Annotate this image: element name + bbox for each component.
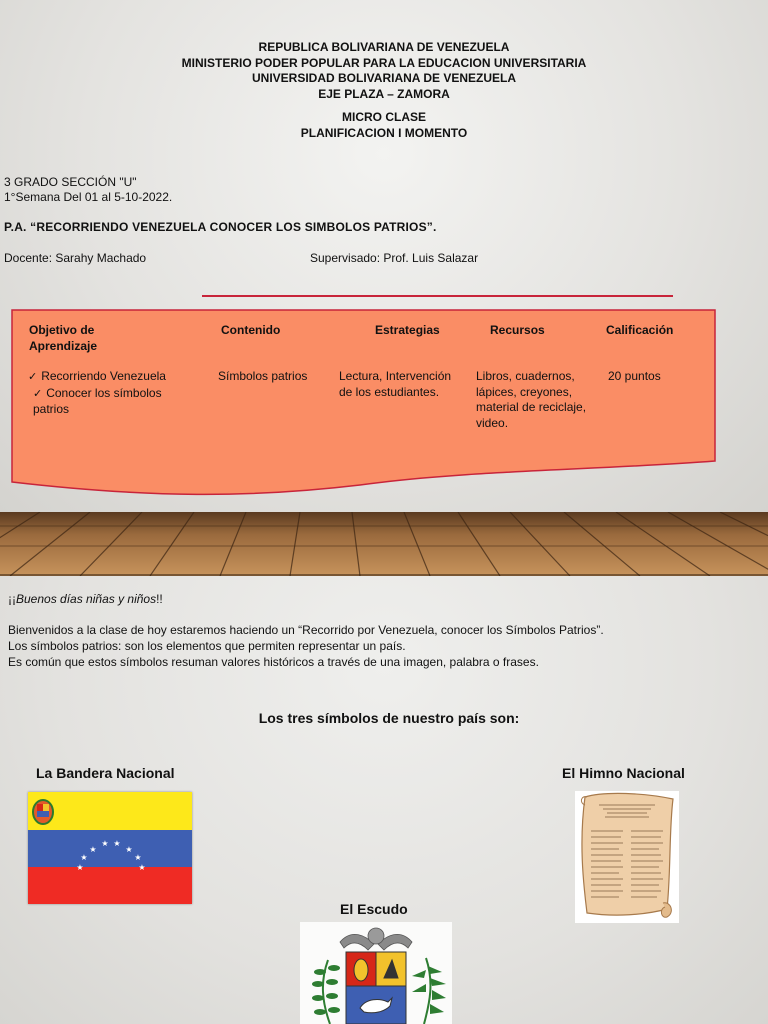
svg-text:★: ★	[80, 853, 88, 862]
svg-text:★: ★	[101, 839, 109, 848]
svg-text:★: ★	[76, 863, 84, 872]
intro-paragraph	[8, 622, 604, 670]
header-line: MINISTERIO PODER POPULAR PARA LA EDUCACION UNIVERSITARIA	[181, 55, 587, 70]
header-recursos: Recursos	[490, 323, 545, 337]
greeting-suffix: !!	[156, 592, 163, 606]
grado-text: 3 GRADO SECCIÓN "U"	[4, 175, 137, 189]
header-line: REPUBLICA BOLIVARIANA DE VENEZUELA	[258, 40, 510, 54]
header-calificacion: Calificación	[606, 323, 674, 337]
himno-scroll-image	[575, 791, 679, 923]
coat-of-arms-mini	[33, 800, 53, 824]
estrategias-cell: Lectura, Intervención de los estudiantes.	[339, 369, 452, 399]
escudo-label: El Escudo	[340, 901, 408, 917]
calificacion-cell: 20 puntos	[608, 369, 661, 383]
supervisado-text: Supervisado: Prof. Luis Salazar	[310, 251, 479, 265]
svg-text:★: ★	[138, 863, 146, 872]
header-contenido: Contenido	[221, 323, 281, 337]
greeting-italic: Buenos días niñas y niños	[16, 592, 157, 606]
bandera-label: La Bandera Nacional	[36, 765, 175, 781]
intro-line: Bienvenidos a la clase de hoy estaremos haciendo un “Recorrido por Venezuela, conocer los Símbolos Patrios”.	[8, 623, 604, 637]
venezuela-flag-image	[28, 792, 192, 904]
docente-text: Docente: Sarahy Machado	[4, 251, 147, 265]
recursos-cell: Libros, cuadernos, lápices, creyones, material de reciclaje, video.	[476, 369, 587, 430]
wood-floor	[0, 512, 768, 576]
micro-clase-title: MICRO CLASE	[342, 110, 426, 124]
objetivo-item: ✓ Recorriendo Venezuela	[28, 369, 188, 386]
semana-text: 1°Semana Del 01 al 5-10-2022.	[4, 190, 173, 204]
svg-text:★: ★	[134, 853, 142, 862]
greeting	[8, 592, 163, 606]
escudo-image	[300, 922, 452, 1024]
contenido-cell: Símbolos patrios	[218, 369, 308, 383]
header-objetivo: Objetivo de Aprendizaje	[29, 323, 98, 353]
shield-body	[346, 952, 406, 1024]
objetivo-item: ✓ Conocer los símbolos patrios	[28, 386, 188, 418]
intro-line: Es común que estos símbolos resuman valores históricos a través de una imagen, palabra o frases.	[8, 655, 539, 669]
svg-text:★: ★	[125, 845, 133, 854]
objetivos-list	[28, 369, 188, 418]
symbols-subtitle: Los tres símbolos de nuestro país son:	[258, 710, 520, 726]
svg-text:★: ★	[113, 839, 121, 848]
svg-text:★: ★	[89, 845, 97, 854]
project-title: P.A. “RECORRIENDO VENEZUELA CONOCER LOS SIMBOLOS PATRIOS”.	[4, 220, 437, 234]
header-line: EJE PLAZA – ZAMORA	[318, 86, 450, 101]
slide-simbolos	[0, 576, 768, 1024]
himno-label: El Himno Nacional	[562, 765, 685, 781]
header-estrategias: Estrategias	[375, 323, 440, 337]
header-line: UNIVERSIDAD BOLIVARIANA DE VENEZUELA	[251, 71, 517, 85]
planificacion-title: PLANIFICACION I MOMENTO	[300, 125, 468, 140]
greeting-prefix: ¡¡	[8, 592, 16, 606]
intro-line: Los símbolos patrios: son los elementos que permiten representar un país.	[8, 639, 406, 653]
